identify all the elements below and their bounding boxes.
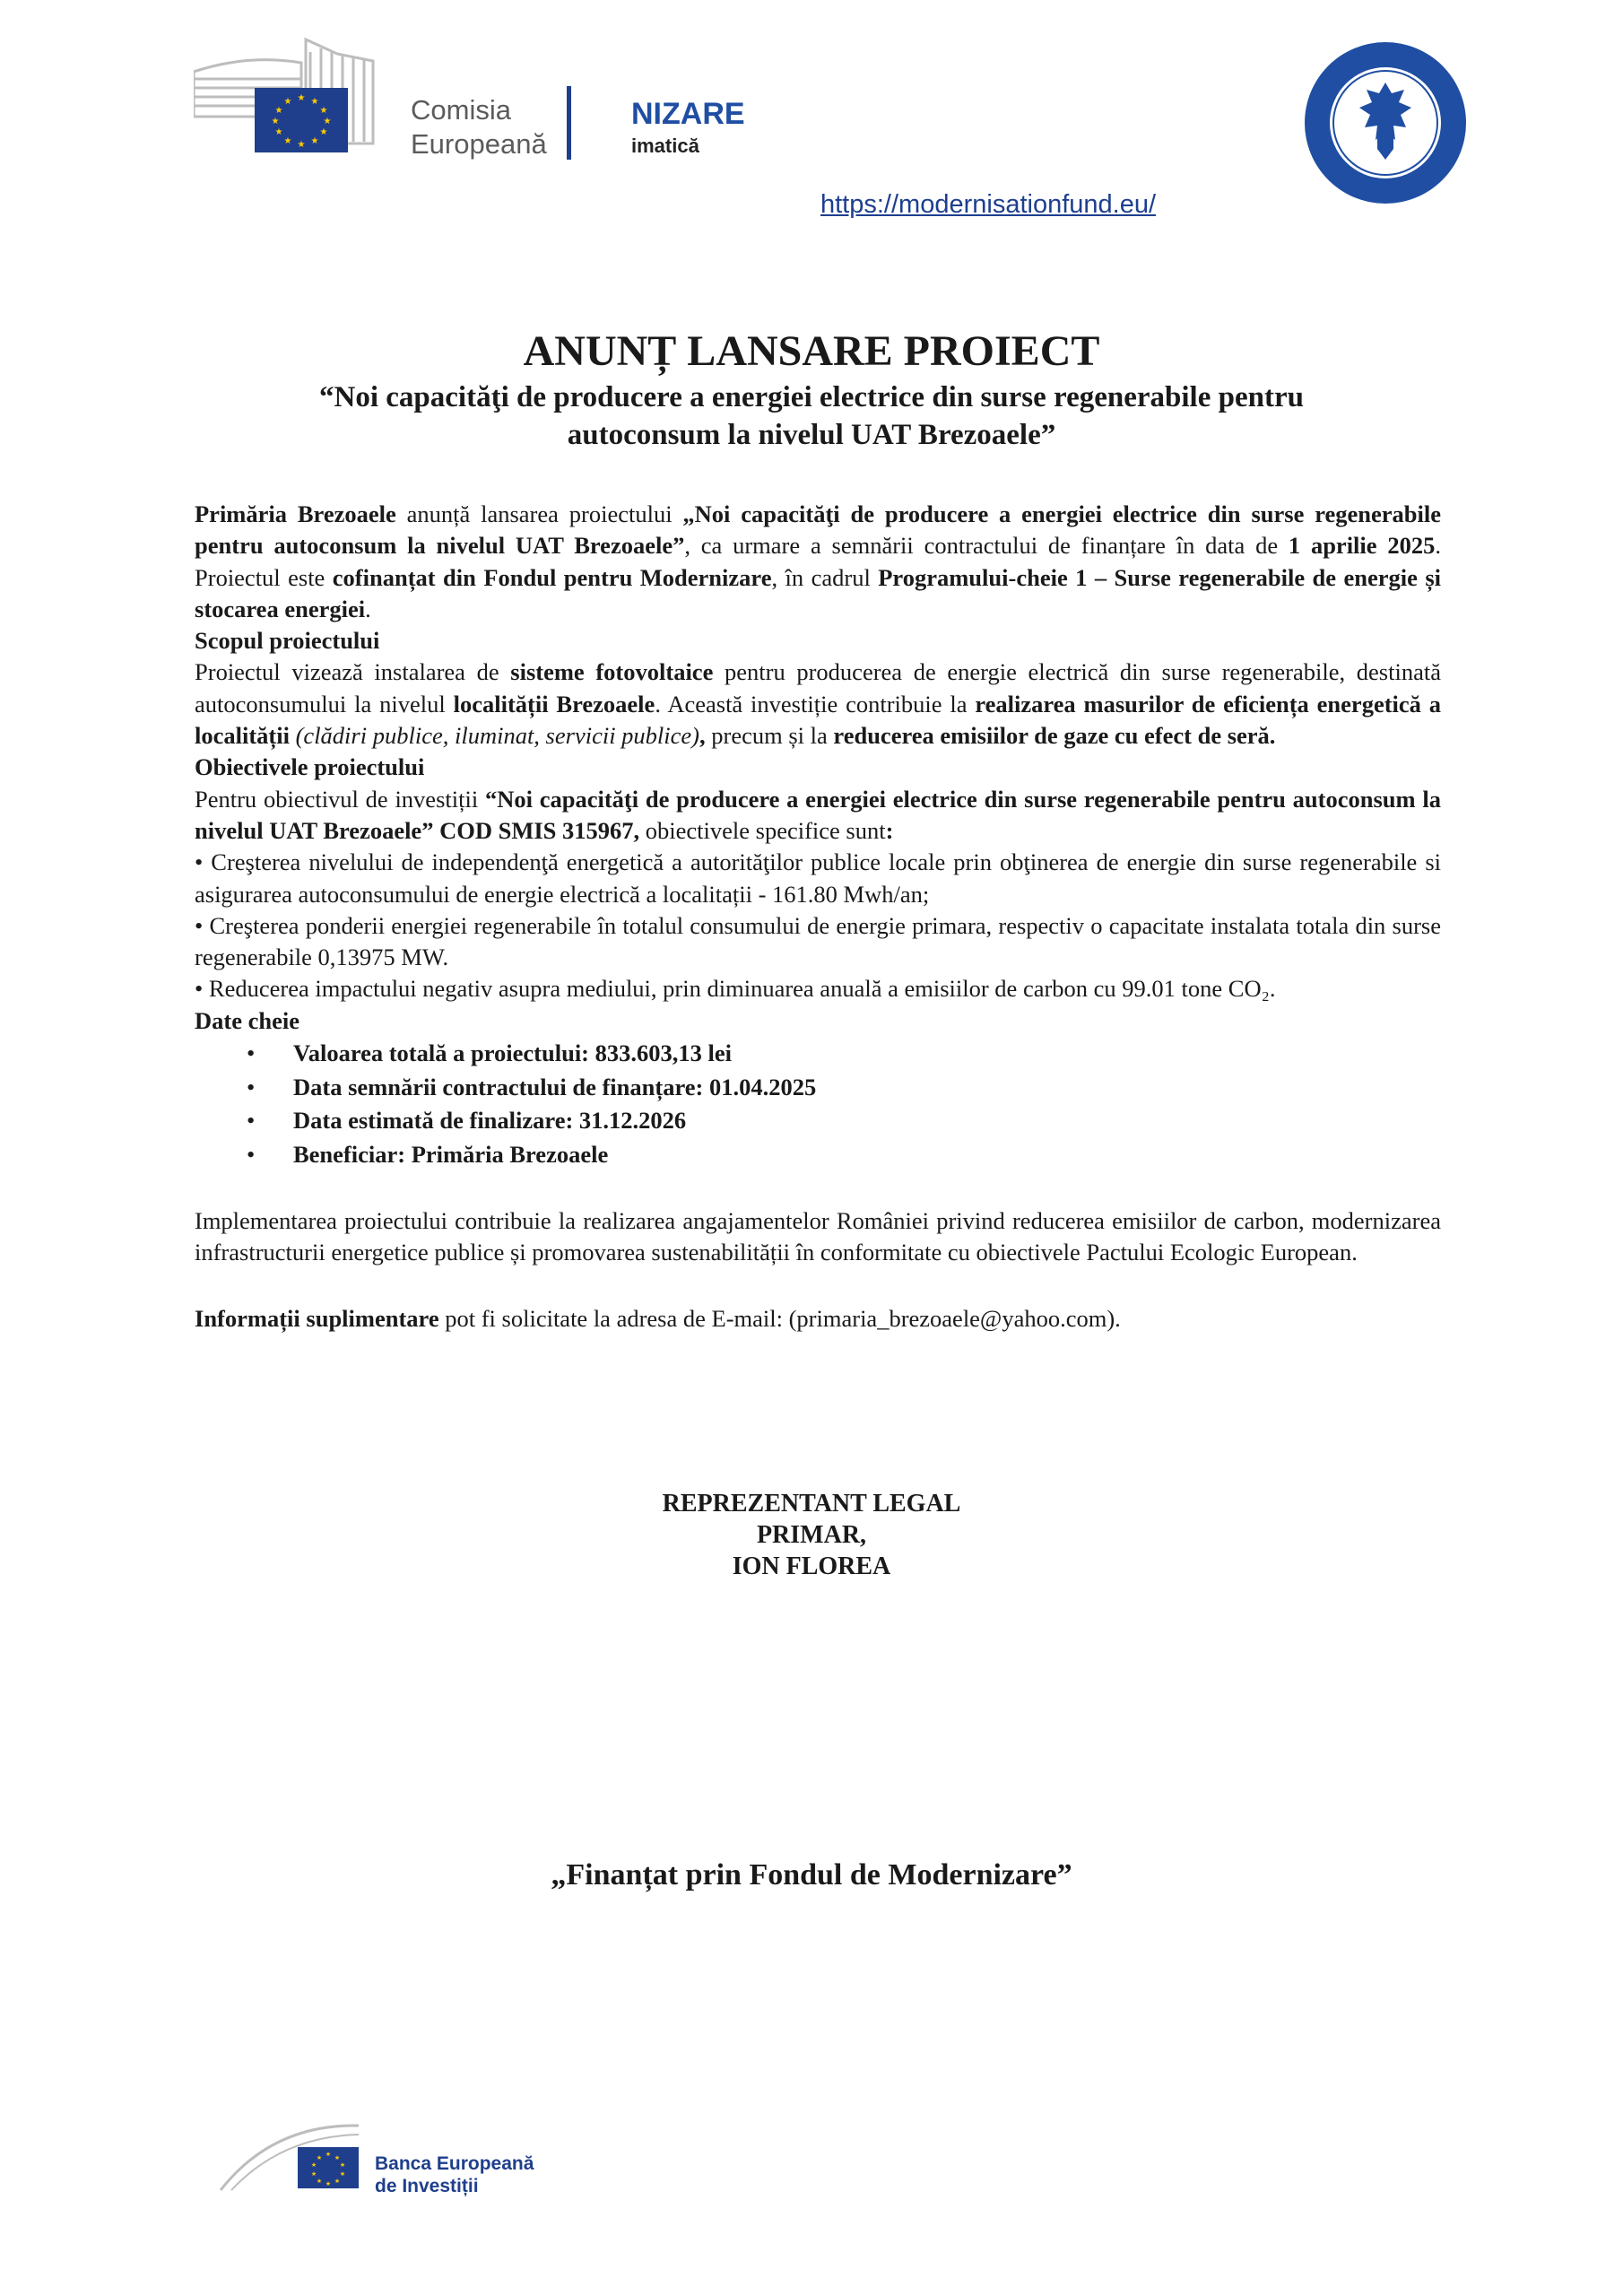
svg-text:★: ★ (325, 2151, 332, 2158)
svg-text:★: ★ (316, 2178, 323, 2185)
svg-text:★: ★ (310, 2161, 317, 2169)
svg-text:★: ★ (310, 136, 319, 146)
intro-paragraph: Primăria Brezoaele anunță lansarea proiectului „Noi capacităţi de producere a energiei electrice din surse regenerabile pentru autoconsum la nivelul UAT Brezoaele”, ca urmare a semnării contractului de finanțare în data de 1 aprilie 2025. Proiectul este cofinanțat din Fondul pentru Modernizare, în cadrul Programului-cheie 1 – Surse regenerabile de energie și stocarea energiei. (195, 500, 1442, 622)
svg-text:★: ★ (283, 97, 292, 107)
svg-text:★: ★ (297, 140, 306, 150)
svg-text:★: ★ (271, 117, 280, 126)
objectives-heading: Obiectivele proiectului (195, 753, 425, 781)
key-dates-heading: Date cheie (195, 1006, 299, 1034)
svg-text:★: ★ (274, 106, 283, 116)
svg-text:★: ★ (323, 117, 332, 126)
objectives-intro: Pentru obiectivul de investiții “Noi capacităţi de producere a energiei electrice din surse regenerabile pentru autoconsum la nivelul UAT Brezoaele” COD SMIS 315967, obiectivele specifice sunt: (195, 785, 1441, 844)
svg-text:★: ★ (283, 136, 292, 146)
svg-text:★: ★ (310, 97, 319, 107)
guvernul-romaniei-seal (1302, 39, 1469, 206)
svg-text:★: ★ (325, 2180, 332, 2187)
list-item: • Data estimată de finalizare: 31.12.2026 (293, 1104, 1441, 1138)
scope-heading: Scopul proiectului (195, 627, 380, 655)
svg-text:★: ★ (316, 2154, 323, 2161)
contact-paragraph: Informații suplimentare pot fi solicitate la adresa de E-mail: (primaria_brezoaele@yahoo.com). (195, 1304, 1121, 1332)
svg-text:★: ★ (334, 2154, 341, 2161)
svg-text:★: ★ (319, 106, 328, 116)
logo-divider (567, 86, 571, 160)
key-dates-list (195, 1037, 1441, 1171)
list-item: • Valoarea totală a proiectului: 833.603,13 lei (293, 1037, 1441, 1071)
svg-text:★: ★ (334, 2178, 341, 2185)
svg-text:★: ★ (319, 127, 328, 137)
objective-item: • Creşterea ponderii energiei regenerabile în totalul consumului de energie primara, respectiv o capacitate instalata totala din surse regenerabile 0,13975 MW. (195, 911, 1441, 971)
announcement-body (195, 499, 1441, 1335)
svg-text:★: ★ (274, 127, 283, 137)
funding-footer: „Finanțat prin Fondul de Modernizare” (551, 1858, 1072, 1892)
page-subtitle: “Noi capacităţi de producere a energiei electrice din surse regenerabile pentru autoconsum la nivelul UAT Brezoaele” (319, 381, 1304, 451)
objective-item: • Creşterea nivelului de independenţă energetică a autorităţilor publice locale prin obţinerea de energie din surse regenerabile si asigurarea autoconsumului de energie electrică a localitații - 161.80 Mwh/an; (195, 848, 1441, 908)
program-fragment: NIZARE (631, 97, 745, 131)
eib-logo-text: Banca Europeană de Investiții (375, 2153, 534, 2196)
objective-item: • Reducerea impactului negativ asupra mediului, prin diminuarea anuală a emisiilor de carbon cu 99.01 tone CO₂. (195, 975, 1276, 1003)
program-fragment-2: imatică (631, 135, 699, 157)
svg-text:★: ★ (310, 2170, 317, 2178)
ec-logo-text: Comisia Europeană (411, 94, 547, 160)
scope-paragraph: Proiectul vizează instalarea de sisteme fotovoltaice pentru producerea de energie electrică din surse regenerabile, destinată autoconsumului la nivelul localității Brezoaele. Această investiție contribuie la realizarea masurilor de eficiența energetică a localității (clădiri publice, iluminat, servicii publice), precum și la reducerea emisiilor de gaze cu efect de seră. (195, 658, 1442, 750)
list-item: • Data semnării contractului de finanțare: 01.04.2025 (293, 1071, 1441, 1105)
eib-logo (219, 2120, 398, 2192)
list-item: • Beneficiar: Primăria Brezoaele (293, 1138, 1441, 1172)
page-title: ANUNȚ LANSARE PROIECT (523, 327, 1100, 375)
modernisation-fund-link[interactable]: https://modernisationfund.eu/ (820, 190, 1157, 219)
signature-block: REPREZENTANT LEGAL PRIMAR, ION FLOREA (662, 1490, 961, 1580)
svg-text:★: ★ (339, 2170, 346, 2178)
svg-text:★: ★ (297, 93, 306, 103)
svg-text:★: ★ (339, 2161, 346, 2169)
closing-paragraph: Implementarea proiectului contribuie la realizarea angajamentelor României privind reducerea emisiilor de carbon, modernizarea infrastructurii energetice publice și promovarea sustenabilității în conformitate cu obiectivele Pactului Ecologic European. (195, 1207, 1441, 1266)
